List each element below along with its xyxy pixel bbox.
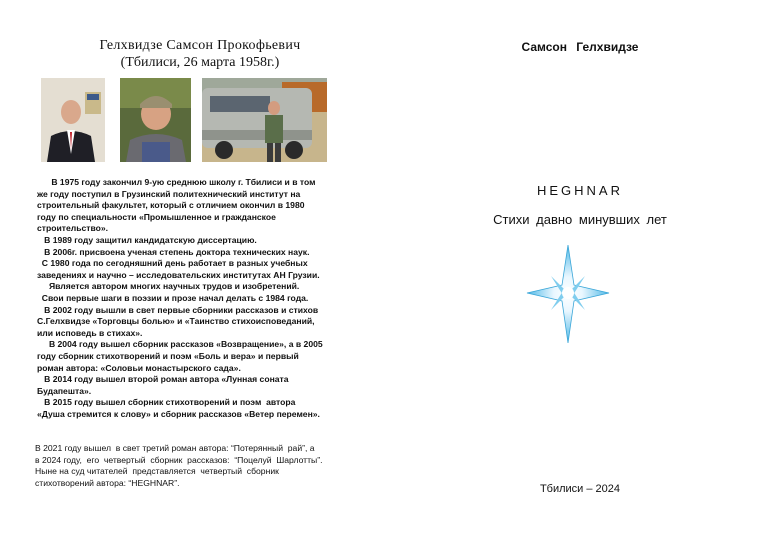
bio-extra-line: в 2024 году, его четвертый сборник рассказов: “Поцелуй Шарлотты”. <box>35 454 323 465</box>
bio-line: В 2004 году вышел сборник рассказов «Возвращение», а в 2005 <box>37 339 323 350</box>
author-birth-info: (Тбилиси, 26 марта 1958г.) <box>120 55 280 70</box>
bio-line: Свои первые шаги в поэзии и прозе начал делать с 1984 года. <box>37 292 309 303</box>
bio-line: году сборник стихотворений и поэм «Боль и вера» и первый <box>37 350 299 361</box>
book-subtitle: Стихи давно минувших лет <box>493 212 667 227</box>
bio-extra-line: Ныне на суд читателей представляется четвертый сборник <box>35 466 279 477</box>
biography-text <box>37 177 367 420</box>
biography-extra-text <box>35 443 370 489</box>
author-photo-car <box>202 78 327 162</box>
bio-line: В 2015 году вышел сборник стихотворений и поэм автора <box>37 397 296 408</box>
bio-line: В 2006г. присвоена ученая степень доктора технических наук. <box>37 246 310 257</box>
author-photo-cap <box>120 78 191 162</box>
bio-line: Будапешта». <box>37 385 92 396</box>
bio-line: В 2014 году вышел второй роман автора «Лунная соната <box>37 374 289 385</box>
city-year: Тбилиси – 2024 <box>539 483 621 495</box>
book-title: HEGHNAR <box>536 183 623 198</box>
bio-line: С 1980 года по сегодняшний день работает в разных учебных <box>37 258 308 269</box>
bio-line: Является автором многих научных трудов и изобретений. <box>37 281 300 292</box>
bio-line: строительный факультет, который с отличием окончил в 1980 <box>37 200 305 211</box>
bio-line: В 2002 году вышли в свет первые сборники рассказов и стихов <box>37 304 319 315</box>
bio-line: В 1989 году защитил кандидатскую диссертацию. <box>37 234 257 245</box>
bio-line: году по специальности «Промышленное и гражданское <box>37 211 276 222</box>
bio-line: роман автора: «Соловьи монастырского сада». <box>37 362 241 373</box>
bio-line: заведениях и научно – исследовательских институтах АН Грузии. <box>37 269 320 280</box>
bio-line: или исповедь в стихах». <box>37 327 143 338</box>
bio-line: же году поступил в Грузинский политехнический институт на <box>37 188 301 199</box>
title-author: Самсон Гелхвидзе <box>521 40 639 54</box>
author-photo-suit <box>41 78 105 162</box>
right-page-title <box>380 0 759 537</box>
bio-line: С.Гелхвидзе «Торговцы болью» и «Таинство стихоисповеданий, <box>37 316 315 327</box>
star-icon <box>525 243 611 345</box>
bio-extra-line: В 2021 году вышел в свет третий роман автора: “Потерянный рай”, а <box>35 443 315 453</box>
author-full-name: Гелхвидзе Самсон Прокофьевич <box>99 38 301 53</box>
bio-extra-line: стихотворений автора: “HEGHNAR”. <box>35 477 180 488</box>
bio-line: «Душа стремится к слову» и сборник рассказов «Ветер перемен». <box>37 408 320 419</box>
bio-line: В 1975 году закончил 9-ую среднюю школу г. Тбилиси и в том <box>37 177 316 187</box>
bio-line: строительство». <box>37 223 109 234</box>
